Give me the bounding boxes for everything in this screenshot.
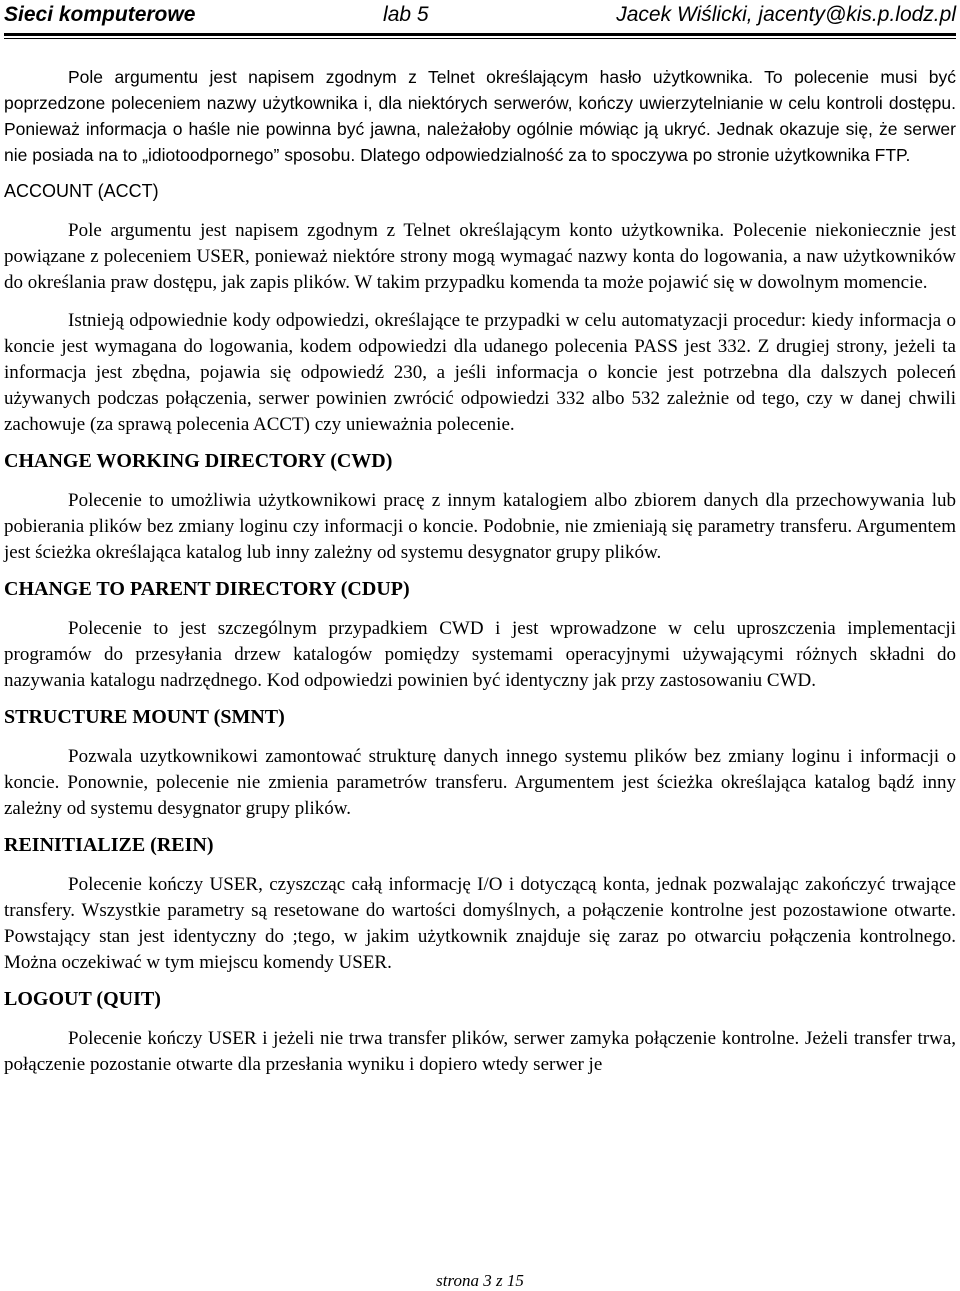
header-author: Jacek Wiślicki, jacenty@kis.p.lodz.pl: [616, 3, 956, 26]
quit-heading: LOGOUT (QUIT): [4, 988, 161, 1010]
smnt-heading: STRUCTURE MOUNT (SMNT): [4, 706, 285, 728]
acct-paragraph-2: Istnieją odpowiednie kody odpowiedzi, określające te przypadki w celu automatyzacji procedur: kiedy informacja o koncie jest wymagana do logowania, kodem odpowiedzi dla udanego polecenia PASS jest 332. Z drugiej strony, jeżeli ta informacja jest zbędna, pojawia się odpowiedź 230, a jeśli informacja o koncie jest potrzebna dla dalszych poleceń używanych podczas połączenia, serwer powinien zwrócić odpowiedzi 332 albo 532 zależnie od tego, czy w danej chwili zachowuje (za sprawą polecenia ACCT) czy unieważnia polecenie.: [4, 310, 956, 435]
header-title: Sieci komputerowe: [4, 3, 196, 26]
rein-heading: REINITIALIZE (REIN): [4, 834, 214, 856]
pass-paragraph: Pole argumentu jest napisem zgodnym z Telnet określającym hasło użytkownika. To polecenie musi być poprzedzone poleceniem nazwy użytkownika i, dla niektórych serwerów, kończy uwierzytelnianie w celu kontroli dostępu. Ponieważ informacja o haśle nie powinna być jawna, należałoby ogólnie mówiąc ją ukryć. Jednak okazuje się, że serwer nie posiada na to „idiotoodpornego” sposobu. Dlatego odpowiedzialność za to spoczywa po stronie użytkownika FTP.: [4, 67, 956, 165]
smnt-paragraph: Pozwala uzytkownikowi zamontować strukturę danych innego systemu plików bez zmiany loginu i informacji o koncie. Ponownie, polecenie nie zmienia parametrów transferu. Argumentem jest ścieżka określająca katalog bądź inny zależny od systemu desygnator grupy plików.: [4, 746, 956, 819]
acct-heading: ACCOUNT (ACCT): [4, 181, 159, 201]
header-lab: lab 5: [383, 3, 429, 26]
page-content: [4, 64, 956, 1078]
cdup-paragraph: Polecenie to jest szczególnym przypadkiem CWD i jest wprowadzone w celu uproszczenia implementacji programów do przesyłania drzew katalogów pomiędzy systemami operacyjnymi używającymi różnych składni do nazywania katalogu nadrzędnego. Kod odpowiedzi powinien być identyczny jak przy zastosowaniu CWD.: [4, 618, 956, 691]
cwd-heading: CHANGE WORKING DIRECTORY (CWD): [4, 450, 393, 472]
quit-paragraph: Polecenie kończy USER i jeżeli nie trwa transfer plików, serwer zamyka połączenie kontrolne. Jeżeli transfer trwa, połączenie pozostanie otwarte dla przesłania wyniku i dopiero wtedy serwer je: [4, 1028, 956, 1075]
header-rule: [4, 33, 956, 36]
header-rule-thin: [4, 38, 956, 39]
page-header: [4, 0, 956, 30]
cdup-heading: CHANGE TO PARENT DIRECTORY (CDUP): [4, 578, 410, 600]
rein-paragraph: Polecenie kończy USER, czyszcząc całą informację I/O i dotyczącą konta, jednak pozwalając zakończyć trwające transfery. Wszystkie parametry są resetowane do wartości domyślnych, a połączenie kontrolne jest pozostawione otwarte. Powstający stan jest identyczny do ;tego, w jakim użytkownik znajduje się zaraz po otwarciu połączenia kontrolnego. Można oczekiwać w tym miejscu komendy USER.: [4, 874, 956, 973]
page-number: strona 3 z 15: [436, 1271, 524, 1290]
cwd-paragraph: Polecenie to umożliwia użytkownikowi pracę z innym katalogiem albo zbiorem danych dla przechowywania lub pobierania plików bez zmiany loginu czy informacji o koncie. Podobnie, nie zmieniają się parametry transferu. Argumentem jest ścieżka określająca katalog lub inny zależny od systemu desygnator grupy plików.: [4, 490, 956, 563]
acct-paragraph-1: Pole argumentu jest napisem zgodnym z Telnet określającym konto użytkownika. Polecenie niekoniecznie jest powiązane z poleceniem USER, ponieważ niektóre strony mogą wymagać nazwy konta do logowania, a naw użytkowników do określania praw dostępu, jak zapis plików. W takim przypadku komenda ta może pojawić się w dowolnym momencie.: [4, 220, 956, 293]
